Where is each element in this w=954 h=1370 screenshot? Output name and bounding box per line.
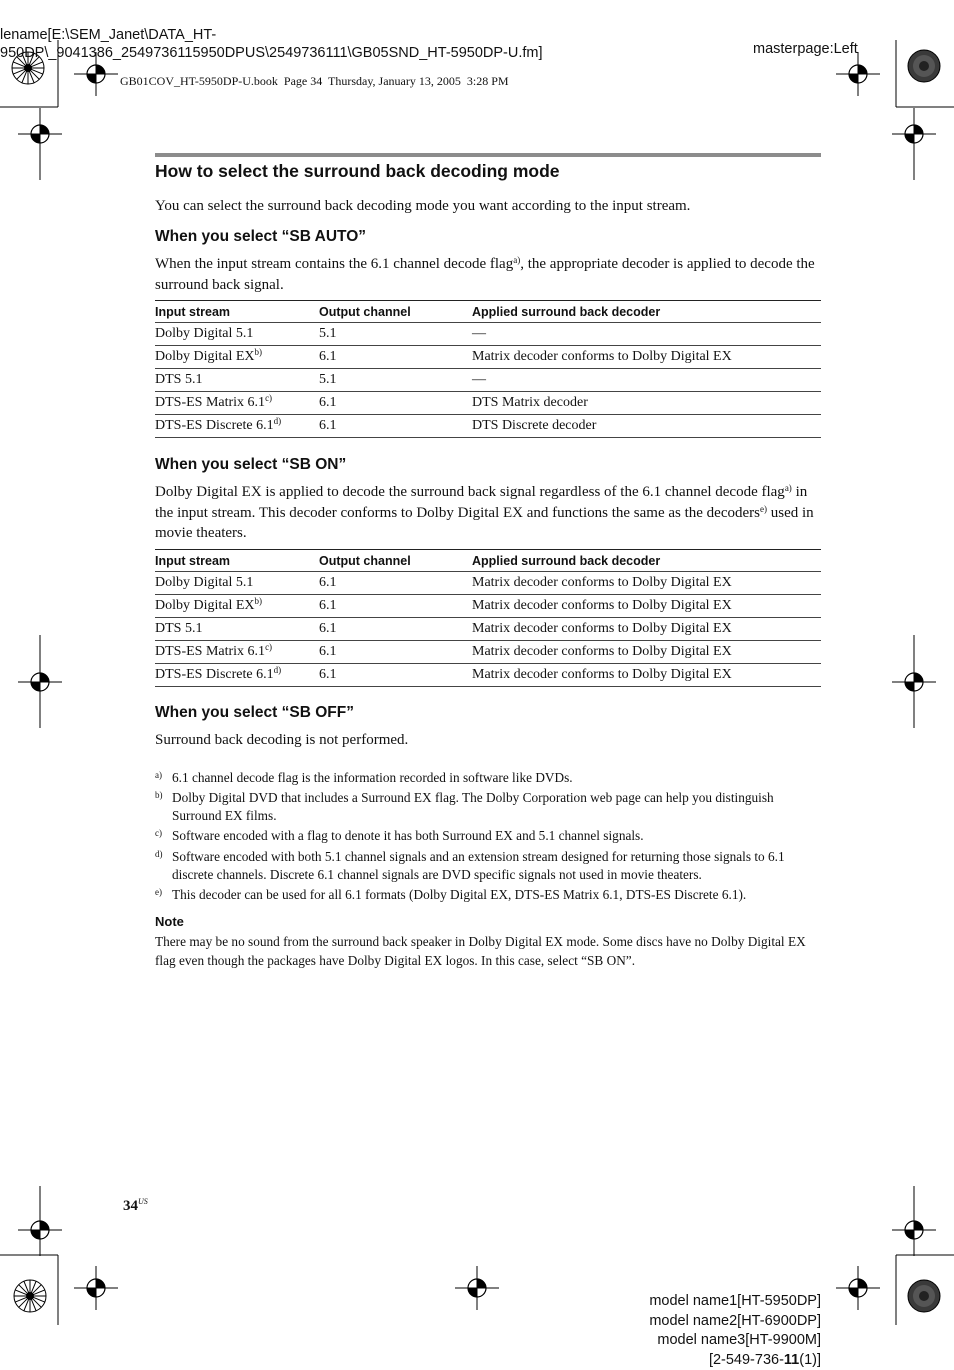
table-row: [155, 618, 821, 641]
footnote-text: Dolby Digital DVD that includes a Surround EX flag. The Dolby Corporation web page can help you distinguish Surround EX films.: [155, 789, 823, 825]
cell-input: Dolby Digital 5.1: [155, 323, 319, 346]
table-row: [155, 415, 821, 438]
sb-auto-description: When the input stream contains the 6.1 channel decode flag$^{a)}$, the appropriate decoder is applied to decode the surround back signal.: [155, 254, 823, 295]
table-row: [155, 346, 821, 369]
footnote-mark: d): [155, 845, 163, 863]
cell-decoder: Matrix decoder conforms to Dolby Digital EX: [472, 641, 821, 664]
cell-decoder: Matrix decoder conforms to Dolby Digital EX: [472, 664, 821, 687]
footnote-b: [155, 789, 823, 825]
filename-line-1: lename[E:\SEM_Janet\DATA_HT-: [0, 26, 543, 44]
cell-output: 6.1: [319, 595, 472, 618]
table-row: [155, 369, 821, 392]
page-number-suffix: US: [138, 1197, 148, 1206]
note-heading: Note: [155, 914, 184, 929]
model-name-3: model name3[HT-9900M]: [649, 1331, 821, 1351]
column-header-decoder: Applied surround back decoder: [472, 301, 821, 323]
table-row: [155, 664, 821, 687]
cell-decoder: Matrix decoder conforms to Dolby Digital EX: [472, 572, 821, 595]
footnote-text: 6.1 channel decode flag is the information recorded in software like DVDs.: [155, 769, 823, 787]
title-rule: [155, 153, 821, 157]
footnote-d: [155, 848, 823, 884]
cell-output: 6.1: [319, 392, 472, 415]
sb-on-heading: When you select “SB ON”: [155, 456, 346, 474]
cell-input: Dolby Digital EX$^{b)}$: [155, 595, 319, 618]
cell-input: DTS 5.1: [155, 369, 319, 392]
cell-input: DTS 5.1: [155, 618, 319, 641]
column-header-output: Output channel: [319, 550, 472, 572]
footnote-mark: a): [155, 766, 162, 784]
column-header-decoder: Applied surround back decoder: [472, 550, 821, 572]
footnote-mark: b): [155, 786, 163, 804]
cell-output: 5.1: [319, 323, 472, 346]
cell-output: 6.1: [319, 664, 472, 687]
model-name-1: model name1[HT-5950DP]: [649, 1292, 821, 1312]
footnote-c: [155, 827, 823, 845]
cell-decoder: Matrix decoder conforms to Dolby Digital EX: [472, 346, 821, 369]
footnote-a: [155, 769, 823, 787]
page-number: [123, 1197, 148, 1215]
part-number: [2-549-736-11(1)]: [649, 1351, 821, 1370]
model-footer: [649, 1292, 821, 1370]
cell-input: Dolby Digital 5.1: [155, 572, 319, 595]
sb-auto-table: [155, 300, 821, 438]
cell-decoder: —: [472, 369, 821, 392]
book-info-line: GB01COV_HT-5950DP-U.book Page 34 Thursday, January 13, 2005 3:28 PM: [120, 74, 509, 89]
page-title: How to select the surround back decoding mode: [155, 161, 560, 182]
model-name-2: model name2[HT-6900DP]: [649, 1312, 821, 1332]
table-row: [155, 392, 821, 415]
note-text: There may be no sound from the surround back speaker in Dolby Digital EX mode. Some discs have no Dolby Digital EX flag even though the packages have Dolby Digital EX logos. In this case, select “SB ON”.: [155, 933, 823, 970]
cell-output: 5.1: [319, 369, 472, 392]
filename-line-2: 950DP\_9041386_2549736115950DPUS\2549736111\GB05SND_HT-5950DP-U.fm]: [0, 44, 543, 62]
cell-decoder: DTS Matrix decoder: [472, 392, 821, 415]
table-row: [155, 595, 821, 618]
table-header-row: [155, 301, 821, 323]
cell-output: 6.1: [319, 618, 472, 641]
cell-decoder: DTS Discrete decoder: [472, 415, 821, 438]
column-header-input: Input stream: [155, 301, 319, 323]
cell-output: 6.1: [319, 346, 472, 369]
cell-input: DTS-ES Discrete 6.1$^{d)}$: [155, 415, 319, 438]
cell-input: DTS-ES Matrix 6.1$^{c)}$: [155, 392, 319, 415]
sb-auto-heading: When you select “SB AUTO”: [155, 228, 366, 246]
sb-on-table: [155, 549, 821, 687]
table-row: [155, 572, 821, 595]
cell-decoder: Matrix decoder conforms to Dolby Digital EX: [472, 618, 821, 641]
cell-output: 6.1: [319, 641, 472, 664]
cell-decoder: Matrix decoder conforms to Dolby Digital EX: [472, 595, 821, 618]
column-header-output: Output channel: [319, 301, 472, 323]
footnote-mark: e): [155, 883, 162, 901]
filename-label: [0, 26, 543, 62]
sb-off-description: Surround back decoding is not performed.: [155, 730, 823, 751]
footnote-e: [155, 886, 823, 904]
column-header-input: Input stream: [155, 550, 319, 572]
sb-off-heading: When you select “SB OFF”: [155, 704, 354, 722]
cell-input: Dolby Digital EX$^{b)}$: [155, 346, 319, 369]
footnote-text: This decoder can be used for all 6.1 formats (Dolby Digital EX, DTS-ES Matrix 6.1, DTS-ES Discrete 6.1).: [155, 886, 823, 904]
masterpage-label: masterpage:Left: [753, 40, 858, 58]
cell-output: 6.1: [319, 572, 472, 595]
cell-input: DTS-ES Discrete 6.1$^{d)}$: [155, 664, 319, 687]
cell-input: DTS-ES Matrix 6.1$^{c)}$: [155, 641, 319, 664]
cell-decoder: —: [472, 323, 821, 346]
footnote-mark: c): [155, 824, 162, 842]
cell-output: 6.1: [319, 415, 472, 438]
table-row: [155, 641, 821, 664]
footnote-text: Software encoded with a flag to denote it has both Surround EX and 5.1 channel signals.: [155, 827, 823, 845]
sb-on-description: Dolby Digital EX is applied to decode the surround back signal regardless of the 6.1 channel decode flag$^{a)}$ in the input stream. This decoder conforms to Dolby Digital EX and functions the same as the decoders$^{e)}$ used in movie theaters.: [155, 482, 823, 544]
page-number-value: 34: [123, 1198, 138, 1214]
table-header-row: [155, 550, 821, 572]
intro-paragraph: You can select the surround back decoding mode you want according to the input stream.: [155, 196, 823, 217]
table-row: [155, 323, 821, 346]
footnote-text: Software encoded with both 5.1 channel signals and an extension stream designed for returning those signals to 6.1 discrete channels. Discrete 6.1 channel signals are DVD specific signals not used in movie theaters.: [155, 848, 823, 884]
